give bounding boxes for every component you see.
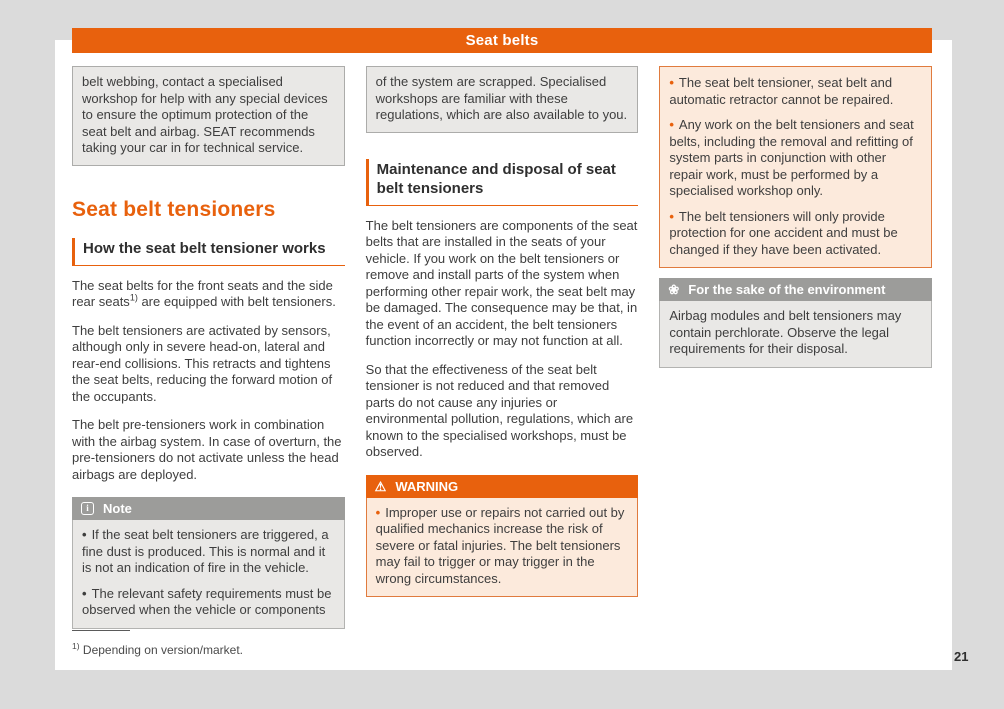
column-1 <box>72 66 345 629</box>
chapter-title: Seat belts <box>465 32 539 49</box>
footnote-text: Depending on version/market. <box>82 643 243 657</box>
note-overflow-text: belt webbing, contact a specialised workshop for help with any special devices to ensure the optimum protection of the seat belt and airbag. SEAT recommends taking your car in for technical service. <box>82 74 328 155</box>
footnote <box>72 641 243 657</box>
bullet-icon: • <box>375 504 381 520</box>
environment-box-title: For the sake of the environment <box>688 282 886 297</box>
note-overflow-text: of the system are scrapped. Specialised workshops are familiar with these regulations, which are also available to you. <box>375 74 628 122</box>
page-number: 21 <box>954 649 969 664</box>
environment-box-text: Airbag modules and belt tensioners may contain perchlorate. Observe the legal requirements for their disposal. <box>669 308 902 356</box>
note-box-title: Note <box>103 501 132 516</box>
page-content <box>72 66 932 629</box>
bullet-icon: • <box>82 527 87 542</box>
paragraph: The belt pre-tensioners work in combination with the airbag system. In case of overturn, the pre-tensioners do not activate unless the head airbags are deployed. <box>72 417 342 482</box>
note-box-body <box>72 520 345 629</box>
chapter-header-bar <box>72 28 932 53</box>
footnote-reference: 1) <box>129 292 138 303</box>
footnote-marker: 1) <box>72 641 80 651</box>
paragraph-text: The seat belts for the front seats and the side rear seats <box>72 277 333 309</box>
warning-bullet <box>376 505 629 588</box>
note-overflow-box-continued <box>366 66 639 133</box>
subsection-title-how-it-works: How the seat belt tensioner works <box>72 238 345 266</box>
column-2 <box>366 66 639 597</box>
section-title: Seat belt tensioners <box>72 197 276 221</box>
environment-box <box>659 278 932 368</box>
note-box-header <box>72 497 345 520</box>
paragraph: So that the effectiveness of the seat belt tensioner is not reduced and that removed parts do not cause any injuries or environmental pollution, regulations, which are known to the specialised workshops, must be observed. <box>365 361 634 459</box>
paragraph: The belt tensioners are components of the seat belts that are installed in the seats of your vehicle. If you work on the belt tensioners or remove and install parts of the system when performing other repair work, the seat belt may be damaged. The consequence may be that, in the event of an accident, the belt tensioners function incorrectly or may not function at all. <box>365 217 638 348</box>
note-bullet <box>82 527 335 577</box>
info-icon: i <box>81 502 94 515</box>
paragraph: The belt tensioners are activated by sensors, although only in severe head-on, lateral and rear-end collisions. This retracts and tightens the seat belts, reducing the forward motion of the occupants. <box>72 322 333 404</box>
bullet-icon: • <box>82 585 87 601</box>
environment-box-header <box>659 278 932 301</box>
note-bullet-text: The relevant safety requirements must be observed when the vehicle or components <box>82 585 332 617</box>
warning-box <box>366 475 639 598</box>
warning-bullet-text: The seat belt tensioner, seat belt and automatic retractor cannot be repaired. <box>669 75 894 107</box>
note-overflow-box <box>72 66 345 166</box>
note-bullet <box>82 586 335 619</box>
environment-icon: ❀ <box>668 282 680 297</box>
warning-box-body <box>366 498 639 598</box>
warning-box-header <box>366 475 639 498</box>
note-bullet-text: If the seat belt tensioners are triggered, a fine dust is produced. This is normal and it is not an indication of fire in the vehicle. <box>82 527 329 575</box>
paragraph-text: are equipped with belt tensioners. <box>137 294 336 309</box>
warning-box-continued <box>659 66 932 268</box>
environment-box-body <box>659 301 932 368</box>
paragraph <box>72 278 345 311</box>
subsection-title-maintenance: Maintenance and disposal of seat belt tensioners <box>366 159 639 206</box>
bullet-icon: • <box>669 75 674 90</box>
warning-bullet <box>669 75 922 108</box>
column-3 <box>659 66 932 368</box>
warning-bullet <box>669 209 922 259</box>
warning-bullet-text: Any work on the belt tensioners and seat belts, including the removal and refitting of system parts in conjunction with other repair work, must be performed by a specialised workshop only. <box>669 117 914 198</box>
bullet-icon: • <box>669 117 674 132</box>
note-box <box>72 497 345 629</box>
warning-bullet-text: The belt tensioners will only provide protection for one accident and must be changed if they have been activated. <box>669 208 898 257</box>
bullet-icon: • <box>669 208 674 224</box>
warning-bullet-text: Improper use or repairs not carried out by qualified mechanics increase the risk of severe or fatal injuries. The belt tensioners may fail to trigger or may trigger in the wrong circumstances. <box>375 504 625 586</box>
footnote-divider <box>72 630 130 631</box>
warning-box-title: WARNING <box>395 478 459 494</box>
warning-bullet <box>669 117 922 200</box>
warning-icon: ⚠ <box>374 478 387 494</box>
